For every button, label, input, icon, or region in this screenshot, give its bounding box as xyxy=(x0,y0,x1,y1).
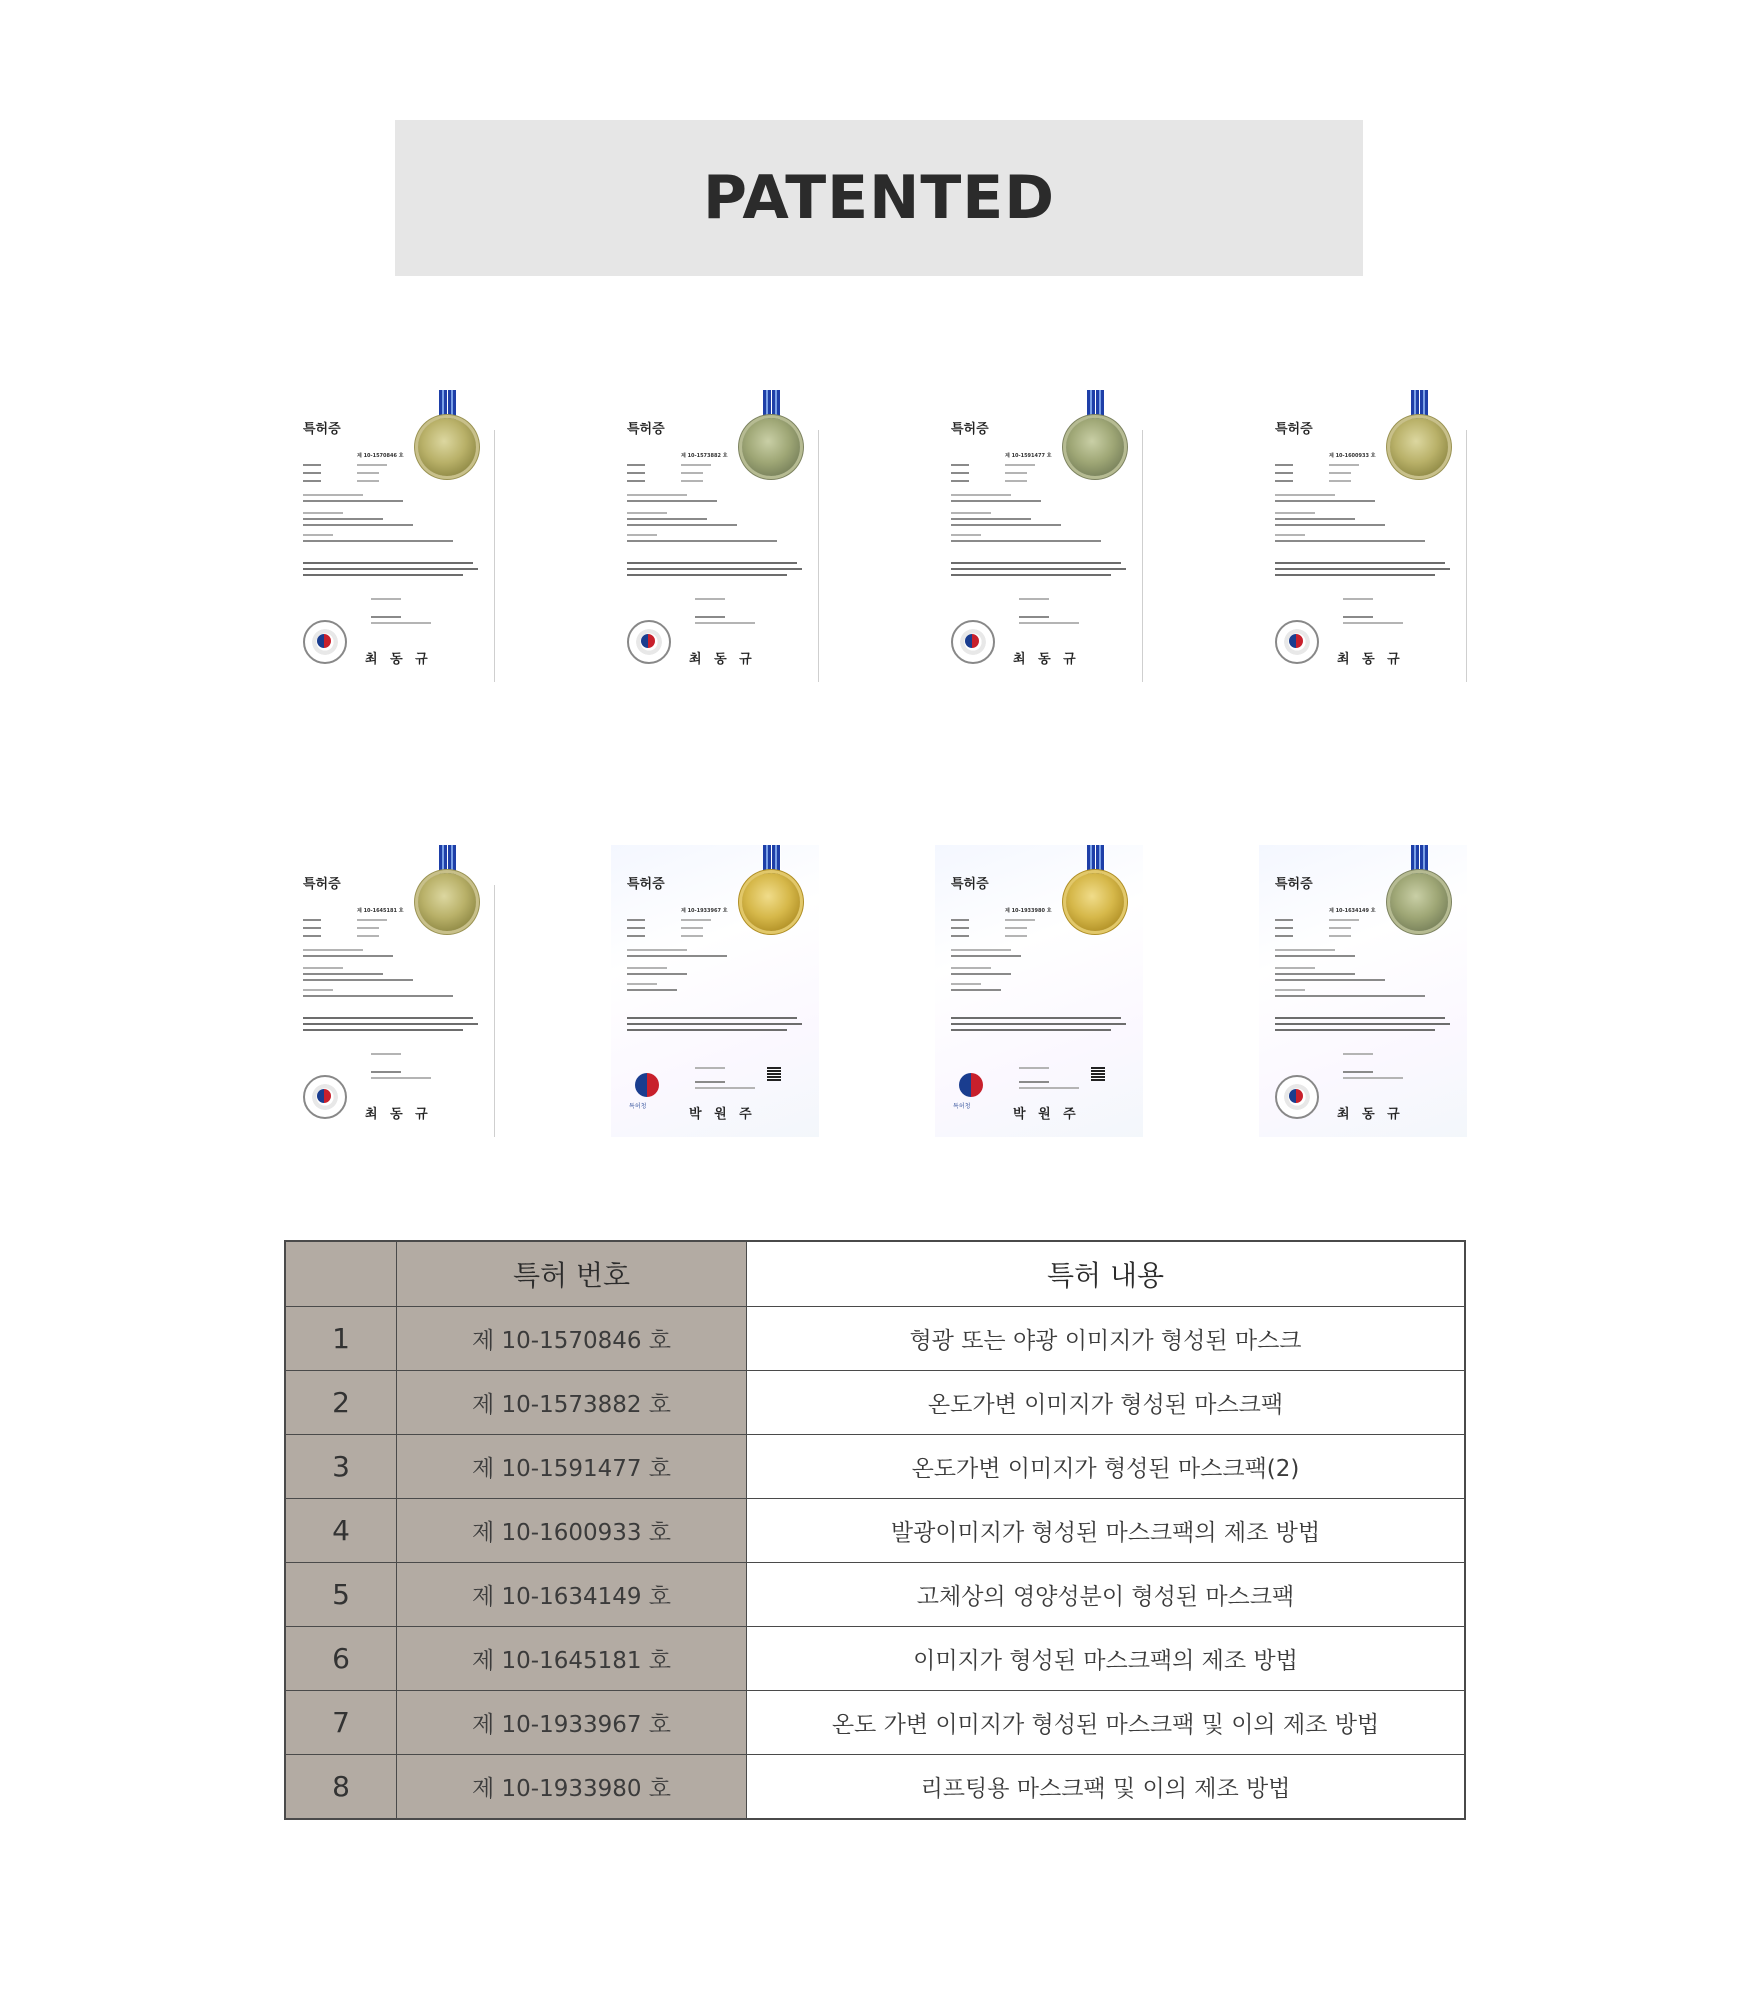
patent-content: 발광이미지가 형성된 마스크팩의 제조 방법 xyxy=(747,1499,1466,1563)
patent-content: 온도가변 이미지가 형성된 마스크팩 xyxy=(747,1371,1466,1435)
certificate-number: 제 10-1933967 호 xyxy=(681,908,728,914)
patent-content: 고체상의 영양성분이 형성된 마스크팩 xyxy=(747,1563,1466,1627)
gold-seal-icon xyxy=(742,418,800,476)
certificate-title: 특허증 xyxy=(1275,877,1313,892)
row-index: 7 xyxy=(285,1691,397,1755)
gold-seal-icon xyxy=(418,418,476,476)
table-header-row xyxy=(285,1241,1465,1307)
gold-seal-icon xyxy=(1390,873,1448,931)
patent-number: 제 10-1591477 호 xyxy=(397,1435,747,1499)
commissioner-signature: 최 동 규 xyxy=(1013,652,1080,667)
patent-content: 이미지가 형성된 마스크팩의 제조 방법 xyxy=(747,1627,1466,1691)
certificate-number: 제 10-1634149 호 xyxy=(1329,908,1376,914)
patent-table xyxy=(284,1240,1466,1820)
kipo-emblem-icon xyxy=(951,620,995,664)
certificate-number: 제 10-1933980 호 xyxy=(1005,908,1052,914)
gold-seal-icon xyxy=(1066,418,1124,476)
patent-number: 제 10-1634149 호 xyxy=(397,1563,747,1627)
gold-seal-icon xyxy=(418,873,476,931)
commissioner-signature: 최 동 규 xyxy=(365,652,432,667)
patent-certificate-7 xyxy=(935,845,1143,1137)
certificate-title: 특허증 xyxy=(951,422,989,437)
kipo-emblem-icon xyxy=(1275,620,1319,664)
qr-code-icon xyxy=(767,1067,781,1081)
commissioner-signature: 최 동 규 xyxy=(1337,1107,1404,1122)
patent-content: 리프팅용 마스크팩 및 이의 제조 방법 xyxy=(747,1755,1466,1820)
gold-seal-icon xyxy=(1066,873,1124,931)
patent-certificate-4 xyxy=(1259,390,1467,682)
table-row xyxy=(285,1627,1465,1691)
kipo-emblem-icon xyxy=(303,1075,347,1119)
table-row xyxy=(285,1435,1465,1499)
row-index: 1 xyxy=(285,1307,397,1371)
certificate-number: 제 10-1570846 호 xyxy=(357,453,404,459)
kipo-emblem-icon xyxy=(1275,1075,1319,1119)
table-row xyxy=(285,1755,1465,1820)
certificate-number: 제 10-1573882 호 xyxy=(681,453,728,459)
row-index: 4 xyxy=(285,1499,397,1563)
certificate-number: 제 10-1591477 호 xyxy=(1005,453,1052,459)
patent-number: 제 10-1600933 호 xyxy=(397,1499,747,1563)
patent-certificate-8 xyxy=(1259,845,1467,1137)
gold-seal-icon xyxy=(742,873,800,931)
kipo-label: 특허청 xyxy=(953,1103,971,1110)
patent-certificate-3 xyxy=(935,390,1143,682)
commissioner-signature: 최 동 규 xyxy=(689,652,756,667)
commissioner-signature: 박 원 주 xyxy=(1013,1107,1080,1122)
certificate-title: 특허증 xyxy=(627,877,665,892)
kipo-emblem-icon xyxy=(303,620,347,664)
commissioner-signature: 최 동 규 xyxy=(1337,652,1404,667)
certificate-title: 특허증 xyxy=(1275,422,1313,437)
taegeuk-emblem-icon xyxy=(635,1073,659,1097)
table-row xyxy=(285,1307,1465,1371)
table-row xyxy=(285,1691,1465,1755)
column-header-index xyxy=(285,1241,397,1307)
kipo-emblem-icon xyxy=(627,620,671,664)
column-header-content: 특허 내용 xyxy=(747,1241,1466,1307)
qr-code-icon xyxy=(1091,1067,1105,1081)
column-header-number: 특허 번호 xyxy=(397,1241,747,1307)
gold-seal-icon xyxy=(1390,418,1448,476)
taegeuk-emblem-icon xyxy=(959,1073,983,1097)
patent-number: 제 10-1933967 호 xyxy=(397,1691,747,1755)
patent-certificate-2 xyxy=(611,390,819,682)
certificate-title: 특허증 xyxy=(303,877,341,892)
table-row xyxy=(285,1499,1465,1563)
table-row xyxy=(285,1563,1465,1627)
certificate-title: 특허증 xyxy=(303,422,341,437)
patent-number: 제 10-1573882 호 xyxy=(397,1371,747,1435)
certificate-title: 특허증 xyxy=(627,422,665,437)
patent-content: 온도 가변 이미지가 형성된 마스크팩 및 이의 제조 방법 xyxy=(747,1691,1466,1755)
title-banner xyxy=(395,120,1363,276)
certificate-number: 제 10-1600933 호 xyxy=(1329,453,1376,459)
patent-content: 형광 또는 야광 이미지가 형성된 마스크 xyxy=(747,1307,1466,1371)
commissioner-signature: 박 원 주 xyxy=(689,1107,756,1122)
certificate-number: 제 10-1645181 호 xyxy=(357,908,404,914)
commissioner-signature: 최 동 규 xyxy=(365,1107,432,1122)
page-title: PATENTED xyxy=(702,163,1056,233)
patent-content: 온도가변 이미지가 형성된 마스크팩(2) xyxy=(747,1435,1466,1499)
table-row xyxy=(285,1371,1465,1435)
row-index: 5 xyxy=(285,1563,397,1627)
patent-number: 제 10-1645181 호 xyxy=(397,1627,747,1691)
patent-certificate-5 xyxy=(287,845,495,1137)
row-index: 8 xyxy=(285,1755,397,1820)
patent-certificate-1 xyxy=(287,390,495,682)
patent-number: 제 10-1933980 호 xyxy=(397,1755,747,1820)
row-index: 2 xyxy=(285,1371,397,1435)
row-index: 3 xyxy=(285,1435,397,1499)
kipo-label: 특허청 xyxy=(629,1103,647,1110)
row-index: 6 xyxy=(285,1627,397,1691)
patent-number: 제 10-1570846 호 xyxy=(397,1307,747,1371)
certificate-title: 특허증 xyxy=(951,877,989,892)
patent-certificate-6 xyxy=(611,845,819,1137)
